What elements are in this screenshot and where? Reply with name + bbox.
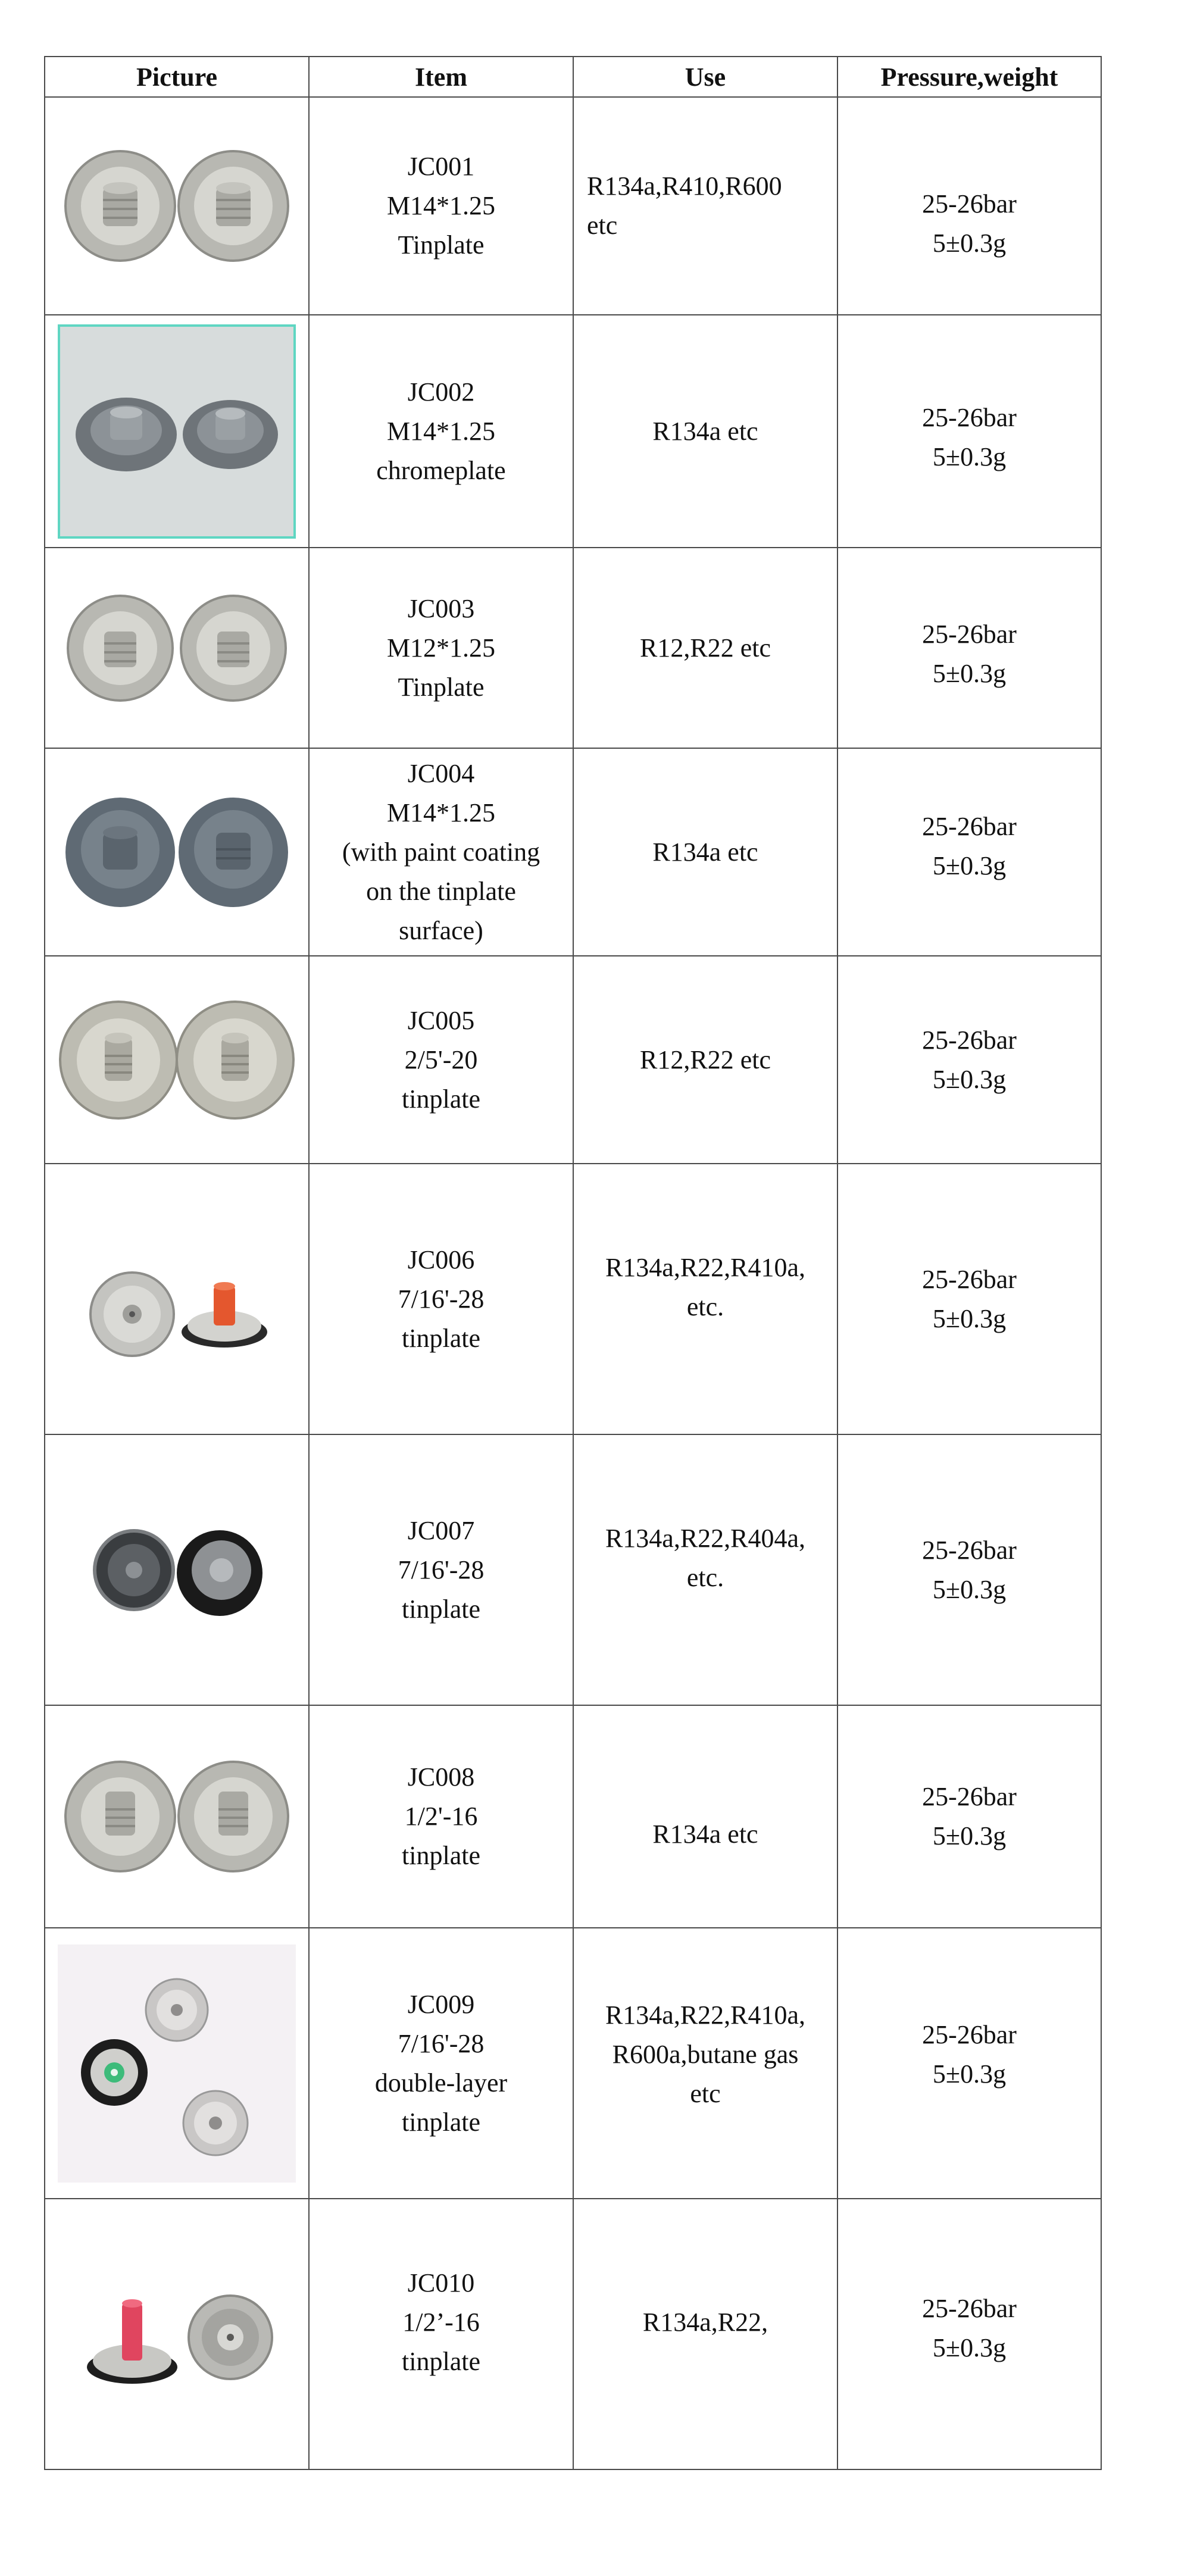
item-code: JC003 bbox=[407, 593, 475, 623]
pressure-value: 25-26bar bbox=[922, 1264, 1017, 1294]
table-row bbox=[45, 1434, 1101, 1705]
table-row bbox=[45, 956, 1101, 1164]
pressure-value: 25-26bar bbox=[922, 619, 1017, 649]
use-line: R12,R22 etc bbox=[640, 1045, 771, 1074]
product-photo bbox=[58, 1944, 296, 2183]
pressure-value: 25-26bar bbox=[922, 1782, 1017, 1811]
pressure-cell bbox=[837, 1928, 1101, 2199]
item-material: tinplate bbox=[402, 1323, 480, 1353]
item-code: JC006 bbox=[407, 1245, 475, 1274]
item-material: tinplate bbox=[402, 1084, 480, 1114]
picture-cell bbox=[45, 956, 309, 1164]
spec-table bbox=[44, 56, 1102, 2470]
valve-cup-image bbox=[183, 400, 278, 469]
use-cell bbox=[573, 1164, 837, 1434]
item-thread: 2/5'-20 bbox=[404, 1045, 478, 1074]
item-cell bbox=[309, 1928, 573, 2199]
valve-cup-image bbox=[189, 2296, 272, 2379]
pressure-value: 25-26bar bbox=[922, 189, 1017, 218]
valve-cup-image bbox=[177, 1530, 262, 1616]
use-line: R134a etc bbox=[652, 837, 758, 867]
table-row bbox=[45, 2199, 1101, 2469]
use-cell bbox=[573, 548, 837, 748]
valve-cup-image bbox=[90, 1273, 174, 1356]
valve-cup-image bbox=[68, 596, 173, 701]
item-code: JC002 bbox=[407, 377, 475, 407]
pressure-value: 25-26bar bbox=[922, 2019, 1017, 2049]
product-photo bbox=[58, 324, 296, 539]
use-line: R134a,R22, bbox=[642, 2307, 768, 2337]
weight-value: 5±0.3g bbox=[932, 442, 1007, 471]
valve-cup-image bbox=[181, 596, 286, 701]
header-pressure-weight: Pressure,weight bbox=[837, 57, 1101, 97]
header-item: Item bbox=[309, 57, 573, 97]
pressure-cell bbox=[837, 748, 1101, 956]
weight-value: 5±0.3g bbox=[932, 229, 1007, 258]
item-thread: M12*1.25 bbox=[386, 633, 496, 662]
use-cell bbox=[573, 1434, 837, 1705]
valve-cup-image bbox=[65, 151, 175, 261]
item-cell bbox=[309, 1434, 573, 1705]
valve-cup-image bbox=[179, 151, 288, 261]
use-cell bbox=[573, 2199, 837, 2469]
product-photo bbox=[58, 2245, 296, 2424]
item-cell bbox=[309, 1705, 573, 1928]
use-line: etc. bbox=[686, 1292, 724, 1321]
item-thread: 7/16'-28 bbox=[398, 1284, 485, 1314]
weight-value: 5±0.3g bbox=[932, 2333, 1007, 2362]
item-note: (with paint coating bbox=[342, 837, 540, 867]
table-row bbox=[45, 1928, 1101, 2199]
use-line: R600a,butane gas bbox=[612, 2039, 799, 2069]
picture-cell bbox=[45, 548, 309, 748]
product-photo bbox=[58, 1727, 296, 1906]
weight-value: 5±0.3g bbox=[932, 658, 1007, 688]
item-material: Tinplate bbox=[398, 672, 485, 702]
use-line: etc bbox=[690, 2078, 721, 2108]
use-line: R134a,R410,R600 bbox=[587, 171, 782, 201]
pressure-value: 25-26bar bbox=[922, 402, 1017, 432]
item-cell bbox=[309, 1164, 573, 1434]
use-line: R134a,R22,R410a, bbox=[605, 1252, 806, 1282]
weight-value: 5±0.3g bbox=[932, 1064, 1007, 1094]
item-code: JC005 bbox=[407, 1005, 475, 1035]
item-cell bbox=[309, 548, 573, 748]
pressure-cell bbox=[837, 2199, 1101, 2469]
item-thread: 7/16'-28 bbox=[398, 1555, 485, 1584]
weight-value: 5±0.3g bbox=[932, 851, 1007, 880]
pressure-value: 25-26bar bbox=[922, 1535, 1017, 1565]
valve-image bbox=[182, 1282, 267, 1348]
item-code: JC004 bbox=[407, 758, 475, 788]
item-thread: 1/2’-16 bbox=[402, 2307, 480, 2337]
product-photo bbox=[58, 766, 296, 939]
item-material: double-layer bbox=[374, 2068, 508, 2097]
product-photo bbox=[58, 1481, 296, 1659]
use-cell bbox=[573, 956, 837, 1164]
item-code: JC009 bbox=[407, 1989, 475, 2019]
pressure-cell bbox=[837, 956, 1101, 1164]
use-line: R134a,R22,R404a, bbox=[605, 1523, 806, 1553]
table-row bbox=[45, 97, 1101, 315]
product-photo bbox=[58, 1210, 296, 1389]
item-thread: M14*1.25 bbox=[386, 798, 496, 827]
use-line: R134a etc bbox=[652, 1820, 758, 1849]
weight-value: 5±0.3g bbox=[932, 1303, 1007, 1333]
pressure-cell bbox=[837, 97, 1101, 315]
picture-cell bbox=[45, 2199, 309, 2469]
weight-value: 5±0.3g bbox=[932, 1574, 1007, 1604]
valve-cup-image bbox=[76, 398, 177, 471]
valve-image bbox=[87, 2299, 177, 2384]
table-row bbox=[45, 315, 1101, 548]
valve-cup-image bbox=[183, 2091, 248, 2155]
item-material: tinplate bbox=[402, 1594, 480, 1624]
item-note: surface) bbox=[399, 915, 483, 945]
item-material: Tinplate bbox=[398, 230, 485, 260]
use-line: R12,R22 etc bbox=[640, 633, 771, 662]
header-use: Use bbox=[573, 57, 837, 97]
valve-cup-image bbox=[65, 1762, 175, 1871]
picture-cell bbox=[45, 1434, 309, 1705]
table-row bbox=[45, 548, 1101, 748]
use-cell bbox=[573, 1928, 837, 2199]
item-cell bbox=[309, 315, 573, 548]
item-cell bbox=[309, 956, 573, 1164]
product-photo bbox=[58, 565, 296, 731]
item-thread: 7/16'-28 bbox=[398, 2028, 485, 2058]
product-photo bbox=[58, 117, 296, 295]
item-note: on the tinplate bbox=[366, 876, 516, 906]
use-cell bbox=[573, 1705, 837, 1928]
valve-cup-image bbox=[60, 1002, 177, 1118]
use-line: R134a,R22,R410a, bbox=[605, 2000, 806, 2030]
picture-cell bbox=[45, 315, 309, 548]
use-cell bbox=[573, 748, 837, 956]
picture-cell bbox=[45, 1164, 309, 1434]
valve-cup-image bbox=[179, 1762, 288, 1871]
picture-cell bbox=[45, 1705, 309, 1928]
use-line: etc. bbox=[686, 1562, 724, 1592]
pressure-cell bbox=[837, 1164, 1101, 1434]
table-row bbox=[45, 1164, 1101, 1434]
item-code: JC010 bbox=[407, 2268, 475, 2297]
item-material: chromeplate bbox=[376, 455, 506, 485]
pressure-value: 25-26bar bbox=[922, 1025, 1017, 1055]
valve-cup-image bbox=[95, 1531, 173, 1609]
valve-cup-image bbox=[177, 1002, 293, 1118]
product-photo bbox=[55, 974, 299, 1146]
header-picture: Picture bbox=[45, 57, 309, 97]
item-cell bbox=[309, 748, 573, 956]
item-cell bbox=[309, 2199, 573, 2469]
use-cell bbox=[573, 97, 837, 315]
item-material: tinplate bbox=[402, 2346, 480, 2376]
item-code: JC007 bbox=[407, 1515, 475, 1545]
picture-cell bbox=[45, 1928, 309, 2199]
picture-cell bbox=[45, 97, 309, 315]
valve-cup-image bbox=[146, 1979, 208, 2041]
picture-cell bbox=[45, 748, 309, 956]
header-row bbox=[45, 57, 1101, 97]
valve-image bbox=[81, 2039, 148, 2106]
valve-cup-image bbox=[179, 798, 288, 907]
item-thread: M14*1.25 bbox=[386, 191, 496, 220]
pressure-cell bbox=[837, 315, 1101, 548]
table-row bbox=[45, 748, 1101, 956]
item-cell bbox=[309, 97, 573, 315]
item-thread: 1/2'-16 bbox=[404, 1802, 478, 1831]
item-material: tinplate bbox=[402, 2107, 480, 2137]
table-row bbox=[45, 1705, 1101, 1928]
use-line: etc bbox=[587, 211, 618, 240]
item-code: JC001 bbox=[407, 152, 475, 181]
item-code: JC008 bbox=[407, 1762, 475, 1792]
item-material: tinplate bbox=[402, 1841, 480, 1870]
pressure-cell bbox=[837, 1434, 1101, 1705]
weight-value: 5±0.3g bbox=[932, 1821, 1007, 1850]
pressure-value: 25-26bar bbox=[922, 2293, 1017, 2323]
use-cell bbox=[573, 315, 837, 548]
use-line: R134a etc bbox=[652, 416, 758, 446]
pressure-cell bbox=[837, 548, 1101, 748]
item-thread: M14*1.25 bbox=[386, 416, 496, 446]
pressure-value: 25-26bar bbox=[922, 811, 1017, 841]
pressure-cell bbox=[837, 1705, 1101, 1928]
weight-value: 5±0.3g bbox=[932, 2059, 1007, 2089]
valve-cup-image bbox=[65, 798, 175, 907]
